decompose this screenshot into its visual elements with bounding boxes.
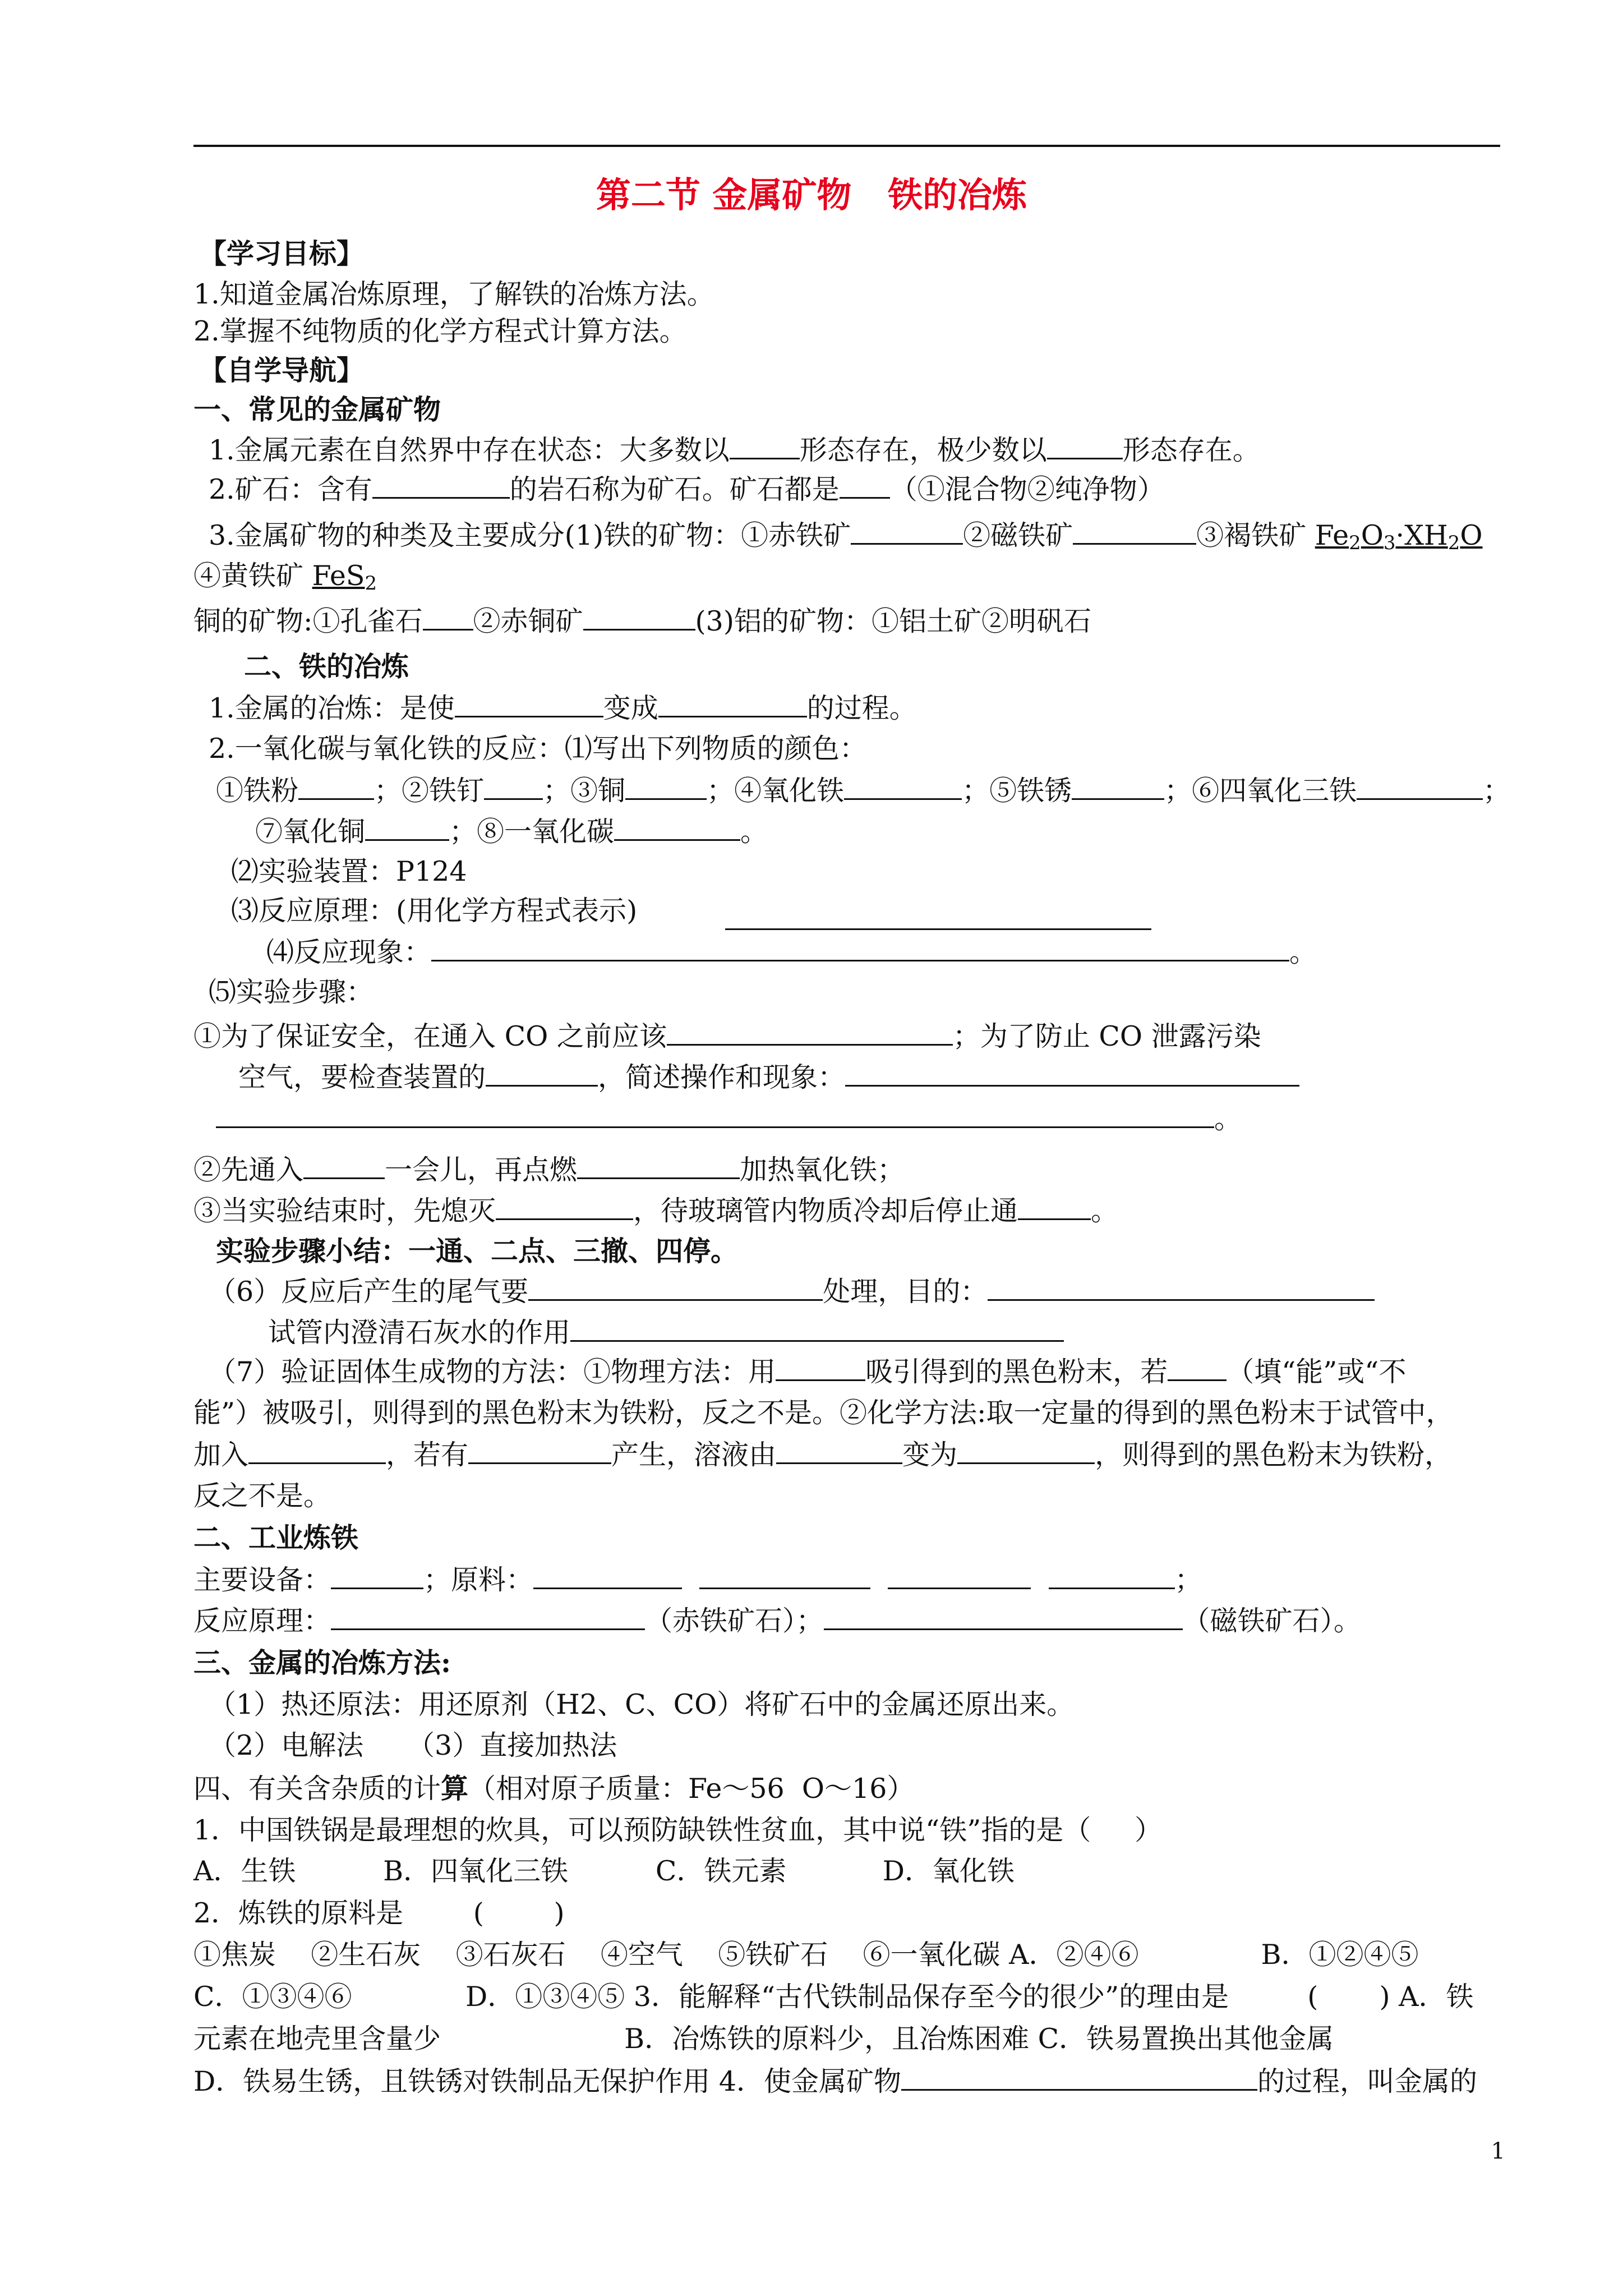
page-number: 1 — [1491, 2138, 1505, 2164]
method-electrolysis-heating: （2）电解法 （3）直接加热法 — [209, 1729, 617, 1761]
question-smelting-definition: 1.金属的冶炼：是使 变成 的过程。 — [209, 690, 917, 726]
colors-row-2: ⑦氧化铜 ；⑧一氧化碳 。 — [255, 813, 768, 850]
industrial-principle-line: 反应原理： （赤铁矿石）； （磁铁矿石）。 — [193, 1603, 1361, 1639]
verify-line-1: （7）验证固体生成物的方法：①物理方法：用 吸引得到的黑色粉末，若 （填“能”或“不 — [209, 1354, 1406, 1390]
steps-summary: 实验步骤小结：一通、二点、三撤、四停。 — [216, 1235, 739, 1267]
header-rule — [193, 145, 1500, 147]
mcq-2-3-line: C．①③④⑥ D．①③④⑤ 3．能解释“古代铁制品保存至今的很少”的理由是 ( ) A．铁 — [193, 1981, 1474, 2013]
heading-smelting-methods: 三、金属的冶炼方法: — [193, 1646, 451, 1679]
heading-industrial-iron: 二、工业炼铁 — [193, 1521, 359, 1554]
step-1-line-3: 。 — [216, 1101, 1242, 1137]
equipment-materials-line: 主要设备： ；原料： ； — [193, 1562, 1202, 1598]
section-heading-objectives: 【学习目标】 — [199, 237, 365, 270]
mcq-3-options-line: 元素在地壳里含量少 B．冶炼铁的原料少，且冶炼困难 C．铁易置换出其他金属 — [193, 2023, 1334, 2055]
verify-line-4: 反之不是。 — [193, 1480, 331, 1512]
colors-row-1: ①铁粉 ；②铁钉 ；③铜 ；④氧化铁 ；⑤铁锈 ；⑥四氧化三铁 ； — [216, 772, 1510, 809]
steps-heading: ⑸实验步骤： — [209, 976, 374, 1008]
step-3-line: ③当实验结束时，先熄灭 ，待玻璃管内物质冷却后停止通 。 — [193, 1193, 1118, 1229]
mcq-3-4-line: D．铁易生锈，且铁锈对铁制品无保护作用 4．使金属矿物 的过程，叫金属的 — [193, 2063, 1477, 2100]
question-ore-types: 3.金属矿物的种类及主要成分(1)铁的矿物：①赤铁矿 ②磁铁矿 ③褐铁矿 $Fe_2O_3\cdot XH_2O$ — [209, 517, 1483, 554]
question-co-reaction: 2.一氧化碳与氧化铁的反应：⑴写出下列物质的颜色： — [209, 733, 867, 765]
pyrite-formula: FeS$_2$ — [312, 560, 377, 595]
objective-2: 2.掌握不纯物质的化学方程式计算方法。 — [193, 315, 687, 347]
mcq-1-options: A．生铁 B．四氧化三铁 C．铁元素 D．氧化铁 — [193, 1855, 1015, 1887]
verify-line-3: 加入 ，若有 产生，溶液由 变为 ，则得到的黑色粉末为铁粉， — [193, 1437, 1452, 1473]
limewater-line: 试管内澄清石灰水的作用 — [268, 1314, 1064, 1351]
copper-aluminum-ores: 铜的矿物:①孔雀石 ②赤铜矿 (3)铝的矿物：①铝土矿②明矾石 — [193, 603, 1091, 639]
heading-impurity-calc: 四、有关含杂质的计算（相对原子质量：Fe～56 O～16） — [193, 1772, 915, 1805]
method-thermal-reduction: （1）热还原法：用还原剂（H2、C、CO）将矿石中的金属还原出来。 — [209, 1688, 1075, 1720]
tail-gas-line: （6）反应后产生的尾气要 处理，目的： — [209, 1273, 1375, 1310]
heading-common-ores: 一、常见的金属矿物 — [193, 393, 441, 426]
equation-blank — [725, 903, 1151, 930]
section-heading-self-study: 【自学导航】 — [199, 354, 365, 386]
step-1-line-2: 空气，要检查装置的 ，简述操作和现象： — [238, 1059, 1299, 1096]
objective-1: 1.知道金属冶炼原理，了解铁的冶炼方法。 — [193, 278, 714, 310]
question-ore-state: 1.金属元素在自然界中存在状态：大多数以 形态存在，极少数以 形态存在。 — [209, 432, 1260, 468]
reaction-principle-line: ⑶反应原理：(用化学方程式表示) — [231, 895, 638, 927]
verify-line-2: 能”）被吸引，则得到的黑色粉末为铁粉，反之不是。②化学方法:取一定量的得到的黑色粉末于试管中， — [193, 1397, 1454, 1429]
step-2-line: ②先通入 一会儿，再点燃 加热氧化铁； — [193, 1152, 905, 1188]
reaction-phenomenon-line: ⑷反应现象： 。 — [266, 934, 1317, 970]
step-1-line-1: ①为了保证安全，在通入 CO 之前应该 ；为了防止 CO 泄露污染 — [193, 1018, 1261, 1055]
mcq-1-stem: 1．中国铁锅是最理想的炊具，可以预防缺铁性贫血，其中说“铁”指的是（ ） — [193, 1814, 1163, 1846]
heading-iron-smelting: 二、铁的冶炼 — [244, 650, 409, 683]
pyrite-line: ④黄铁矿 FeS$_2$ — [193, 560, 377, 595]
page-title: 第二节 金属矿物 铁的冶炼 — [596, 174, 1027, 215]
mcq-2-options-line-1: ①焦炭 ②生石灰 ③石灰石 ④空气 ⑤铁矿石 ⑥一氧化碳 A．②④⑥ B．①②④⑤ — [193, 1939, 1419, 1971]
limonite-formula: $Fe_2O_3\cdot XH_2O$ — [1315, 519, 1483, 554]
mcq-2-stem: 2．炼铁的原料是 ( ) — [193, 1897, 565, 1929]
apparatus-line: ⑵实验装置：P124 — [231, 855, 467, 887]
question-ore-definition: 2.矿石：含有 的岩石称为矿石。矿石都是 （①混合物②纯净物） — [209, 471, 1165, 508]
